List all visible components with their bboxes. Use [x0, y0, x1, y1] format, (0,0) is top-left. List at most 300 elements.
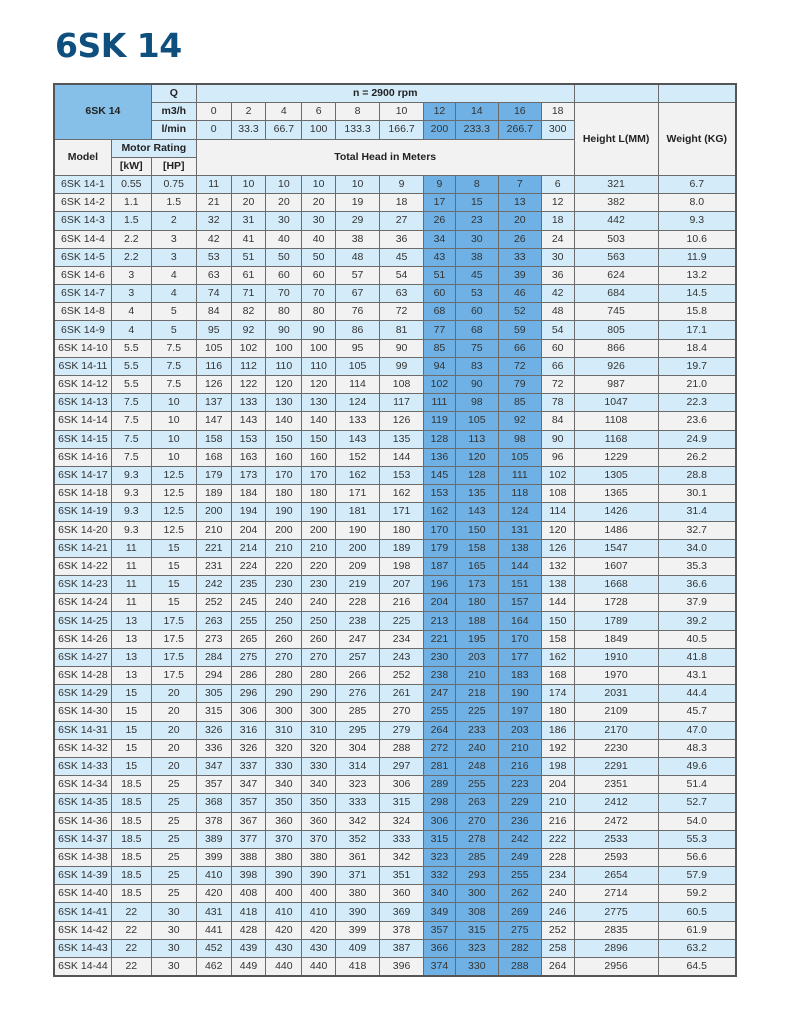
head-cell: 94	[424, 357, 456, 375]
head-cell: 262	[498, 885, 541, 903]
head-cell: 140	[266, 412, 302, 430]
head-cell: 9	[380, 175, 424, 193]
flow-lmin-cell: 200	[424, 121, 456, 139]
head-cell: 13	[498, 194, 541, 212]
kw-cell: 15	[111, 757, 151, 775]
kw-cell: 18.5	[111, 812, 151, 830]
head-cell: 68	[455, 321, 498, 339]
head-cell: 418	[336, 958, 380, 977]
head-cell: 323	[336, 776, 380, 794]
table-row	[54, 303, 736, 321]
kw-cell: 18.5	[111, 867, 151, 885]
head-cell: 360	[266, 812, 302, 830]
head-cell: 326	[196, 721, 231, 739]
kw-cell: 18.5	[111, 776, 151, 794]
head-cell: 300	[266, 703, 302, 721]
head-cell: 234	[380, 630, 424, 648]
head-cell: 213	[424, 612, 456, 630]
head-cell: 210	[266, 539, 302, 557]
hp-cell: 3	[151, 230, 196, 248]
model-cell: 6SK 14-30	[54, 703, 111, 721]
kw-cell: 18.5	[111, 830, 151, 848]
head-cell: 288	[380, 739, 424, 757]
table-row	[54, 175, 736, 193]
head-cell: 151	[498, 576, 541, 594]
head-cell: 70	[302, 285, 336, 303]
head-cell: 200	[196, 503, 231, 521]
head-cell: 150	[541, 612, 574, 630]
head-cell: 126	[196, 376, 231, 394]
head-cell: 342	[336, 812, 380, 830]
model-cell: 6SK 14-31	[54, 721, 111, 739]
head-cell: 29	[336, 212, 380, 230]
head-cell: 210	[498, 739, 541, 757]
kw-cell: 2.2	[111, 230, 151, 248]
head-cell: 275	[498, 921, 541, 939]
head-cell: 143	[455, 503, 498, 521]
height-cell: 442	[574, 212, 658, 230]
kw-cell: 9.3	[111, 466, 151, 484]
model-cell: 6SK 14-41	[54, 903, 111, 921]
head-cell: 207	[380, 576, 424, 594]
head-cell: 371	[336, 867, 380, 885]
table-row	[54, 430, 736, 448]
head-cell: 160	[266, 448, 302, 466]
head-cell: 71	[231, 285, 266, 303]
head-cell: 410	[196, 867, 231, 885]
head-cell: 198	[380, 557, 424, 575]
head-cell: 370	[302, 830, 336, 848]
table-row	[54, 230, 736, 248]
model-cell: 6SK 14-26	[54, 630, 111, 648]
height-cell: 2170	[574, 721, 658, 739]
height-cell: 2472	[574, 812, 658, 830]
head-cell: 23	[455, 212, 498, 230]
head-cell: 430	[266, 939, 302, 957]
head-cell: 351	[380, 867, 424, 885]
model-cell: 6SK 14-10	[54, 339, 111, 357]
model-cell: 6SK 14-21	[54, 539, 111, 557]
hp-cell: 25	[151, 794, 196, 812]
head-cell: 181	[336, 503, 380, 521]
hp-cell: 17.5	[151, 648, 196, 666]
height-cell: 684	[574, 285, 658, 303]
head-cell: 357	[196, 776, 231, 794]
head-cell: 98	[455, 394, 498, 412]
head-cell: 60	[424, 285, 456, 303]
head-cell: 144	[498, 557, 541, 575]
height-cell: 1668	[574, 576, 658, 594]
head-cell: 72	[498, 357, 541, 375]
height-cell: 1849	[574, 630, 658, 648]
head-cell: 296	[231, 685, 266, 703]
head-cell: 52	[498, 303, 541, 321]
hp-cell: 15	[151, 576, 196, 594]
kw-cell: 13	[111, 667, 151, 685]
head-cell: 270	[380, 703, 424, 721]
head-cell: 216	[380, 594, 424, 612]
head-cell: 45	[455, 266, 498, 284]
head-cell: 324	[380, 812, 424, 830]
head-cell: 82	[231, 303, 266, 321]
head-cell: 40	[266, 230, 302, 248]
hp-cell: 12.5	[151, 521, 196, 539]
head-cell: 90	[302, 321, 336, 339]
head-cell: 263	[196, 612, 231, 630]
weight-cell: 44.4	[658, 685, 736, 703]
head-cell: 124	[336, 394, 380, 412]
kw-cell: 9.3	[111, 521, 151, 539]
head-cell: 294	[196, 667, 231, 685]
head-cell: 18	[380, 194, 424, 212]
head-cell: 168	[196, 448, 231, 466]
head-cell: 11	[196, 175, 231, 193]
head-cell: 180	[455, 594, 498, 612]
weight-cell: 61.9	[658, 921, 736, 939]
hp-cell: 7.5	[151, 376, 196, 394]
head-cell: 352	[336, 830, 380, 848]
weight-cell: 22.3	[658, 394, 736, 412]
head-cell: 72	[380, 303, 424, 321]
head-cell: 418	[231, 903, 266, 921]
head-cell: 31	[231, 212, 266, 230]
head-cell: 340	[424, 885, 456, 903]
head-cell: 285	[455, 848, 498, 866]
head-cell: 380	[336, 885, 380, 903]
head-cell: 250	[266, 612, 302, 630]
head-cell: 138	[541, 576, 574, 594]
head-cell: 305	[196, 685, 231, 703]
head-cell: 216	[541, 812, 574, 830]
table-row	[54, 757, 736, 775]
head-cell: 72	[541, 376, 574, 394]
hp-cell: 20	[151, 721, 196, 739]
head-cell: 340	[266, 776, 302, 794]
model-cell: 6SK 14-11	[54, 357, 111, 375]
table-row	[54, 394, 736, 412]
table-row	[54, 667, 736, 685]
height-cell: 503	[574, 230, 658, 248]
height-cell: 1910	[574, 648, 658, 666]
head-cell: 70	[266, 285, 302, 303]
head-cell: 114	[336, 376, 380, 394]
head-cell: 59	[498, 321, 541, 339]
head-cell: 81	[380, 321, 424, 339]
head-cell: 20	[498, 212, 541, 230]
head-cell: 257	[336, 648, 380, 666]
height-cell: 1426	[574, 503, 658, 521]
kw-cell: 5.5	[111, 357, 151, 375]
weight-cell: 41.8	[658, 648, 736, 666]
head-cell: 400	[266, 885, 302, 903]
height-cell: 866	[574, 339, 658, 357]
height-cell: 2291	[574, 757, 658, 775]
head-cell: 111	[424, 394, 456, 412]
head-cell: 308	[455, 903, 498, 921]
head-cell: 135	[380, 430, 424, 448]
head-cell: 194	[231, 503, 266, 521]
head-cell: 170	[302, 466, 336, 484]
hp-cell: 25	[151, 885, 196, 903]
head-cell: 225	[455, 703, 498, 721]
height-cell: 1547	[574, 539, 658, 557]
table-row	[54, 412, 736, 430]
weight-cell: 21.0	[658, 376, 736, 394]
head-cell: 162	[380, 485, 424, 503]
head-cell: 255	[231, 612, 266, 630]
height-cell: 2031	[574, 685, 658, 703]
head-cell: 310	[302, 721, 336, 739]
height-cell: 2654	[574, 867, 658, 885]
lmin-label: l/min	[151, 121, 196, 139]
head-cell: 279	[380, 721, 424, 739]
kw-cell: 22	[111, 958, 151, 977]
head-cell: 60	[541, 339, 574, 357]
head-cell: 60	[455, 303, 498, 321]
head-cell: 410	[266, 903, 302, 921]
kw-cell: 15	[111, 721, 151, 739]
head-cell: 258	[541, 939, 574, 957]
head-cell: 409	[336, 939, 380, 957]
head-cell: 67	[336, 285, 380, 303]
model-cell: 6SK 14-23	[54, 576, 111, 594]
head-cell: 79	[498, 376, 541, 394]
head-cell: 120	[266, 376, 302, 394]
weight-cell: 28.8	[658, 466, 736, 484]
head-cell: 132	[541, 557, 574, 575]
kw-cell: 4	[111, 303, 151, 321]
height-cell: 2230	[574, 739, 658, 757]
flow-lmin-cell: 66.7	[266, 121, 302, 139]
head-cell: 33	[498, 248, 541, 266]
hp-cell: 25	[151, 830, 196, 848]
height-cell: 2533	[574, 830, 658, 848]
head-cell: 10	[302, 175, 336, 193]
flow-lmin-cell: 166.7	[380, 121, 424, 139]
head-cell: 90	[541, 430, 574, 448]
head-cell: 323	[455, 939, 498, 957]
head-cell: 32	[196, 212, 231, 230]
head-cell: 48	[336, 248, 380, 266]
head-cell: 265	[231, 630, 266, 648]
head-cell: 42	[196, 230, 231, 248]
head-cell: 45	[380, 248, 424, 266]
head-cell: 105	[196, 339, 231, 357]
head-cell: 266	[336, 667, 380, 685]
head-cell: 130	[302, 394, 336, 412]
flow-m3h-cell: 18	[541, 103, 574, 121]
head-cell: 190	[498, 685, 541, 703]
height-cell: 987	[574, 376, 658, 394]
height-cell: 624	[574, 266, 658, 284]
head-cell: 144	[380, 448, 424, 466]
weight-cell: 13.2	[658, 266, 736, 284]
head-cell: 15	[455, 194, 498, 212]
flow-m3h-cell: 2	[231, 103, 266, 121]
height-cell: 2775	[574, 903, 658, 921]
head-cell: 260	[266, 630, 302, 648]
head-cell: 204	[231, 521, 266, 539]
head-cell: 80	[302, 303, 336, 321]
head-cell: 102	[541, 466, 574, 484]
model-cell: 6SK 14-6	[54, 266, 111, 284]
head-cell: 143	[336, 430, 380, 448]
flow-m3h-cell: 8	[336, 103, 380, 121]
head-cell: 390	[336, 903, 380, 921]
head-cell: 46	[498, 285, 541, 303]
head-cell: 374	[424, 958, 456, 977]
kw-cell: 7.5	[111, 430, 151, 448]
table-row	[54, 939, 736, 957]
head-cell: 24	[541, 230, 574, 248]
weight-cell: 60.5	[658, 903, 736, 921]
kw-cell: 11	[111, 557, 151, 575]
head-cell: 306	[231, 703, 266, 721]
head-cell: 102	[231, 339, 266, 357]
kw-cell: 9.3	[111, 503, 151, 521]
head-cell: 105	[336, 357, 380, 375]
head-cell: 10	[266, 175, 302, 193]
head-cell: 333	[336, 794, 380, 812]
table-row	[54, 867, 736, 885]
kw-header: [kW]	[111, 157, 151, 175]
hp-cell: 10	[151, 448, 196, 466]
height-cell: 2593	[574, 848, 658, 866]
model-cell: 6SK 14-25	[54, 612, 111, 630]
head-cell: 462	[196, 958, 231, 977]
head-cell: 245	[231, 594, 266, 612]
head-cell: 377	[231, 830, 266, 848]
head-cell: 40	[302, 230, 336, 248]
head-cell: 144	[541, 594, 574, 612]
weight-header: Weight (KG)	[658, 103, 736, 176]
weight-cell: 40.5	[658, 630, 736, 648]
head-cell: 160	[302, 448, 336, 466]
weight-cell: 9.3	[658, 212, 736, 230]
head-cell: 380	[266, 848, 302, 866]
head-cell: 284	[196, 648, 231, 666]
head-cell: 180	[541, 703, 574, 721]
weight-cell: 37.9	[658, 594, 736, 612]
table-row	[54, 576, 736, 594]
head-cell: 195	[455, 630, 498, 648]
head-cell: 290	[302, 685, 336, 703]
table-row	[54, 703, 736, 721]
head-cell: 378	[196, 812, 231, 830]
head-cell: 53	[196, 248, 231, 266]
flow-lmin-cell: 233.3	[455, 121, 498, 139]
kw-cell: 7.5	[111, 412, 151, 430]
kw-cell: 2.2	[111, 248, 151, 266]
hp-cell: 15	[151, 539, 196, 557]
model-cell: 6SK 14-4	[54, 230, 111, 248]
model-cell: 6SK 14-38	[54, 848, 111, 866]
head-cell: 92	[231, 321, 266, 339]
head-cell: 197	[498, 703, 541, 721]
head-cell: 180	[302, 485, 336, 503]
head-cell: 8	[455, 175, 498, 193]
head-cell: 420	[302, 921, 336, 939]
head-cell: 10	[231, 175, 266, 193]
head-cell: 38	[455, 248, 498, 266]
hp-cell: 25	[151, 867, 196, 885]
table-row	[54, 339, 736, 357]
flow-lmin-cell: 0	[196, 121, 231, 139]
head-cell: 189	[380, 539, 424, 557]
height-cell: 1486	[574, 521, 658, 539]
head-cell: 228	[336, 594, 380, 612]
head-cell: 162	[541, 648, 574, 666]
head-cell: 342	[380, 848, 424, 866]
head-cell: 108	[541, 485, 574, 503]
head-cell: 316	[231, 721, 266, 739]
head-cell: 84	[196, 303, 231, 321]
series-label: 6SK 14	[54, 84, 151, 139]
hp-cell: 20	[151, 685, 196, 703]
table-row	[54, 848, 736, 866]
head-cell: 63	[380, 285, 424, 303]
table-row	[54, 485, 736, 503]
head-cell: 50	[302, 248, 336, 266]
flow-m3h-cell: 14	[455, 103, 498, 121]
weight-cell: 18.4	[658, 339, 736, 357]
head-cell: 238	[336, 612, 380, 630]
head-cell: 54	[380, 266, 424, 284]
head-cell: 116	[196, 357, 231, 375]
head-cell: 173	[231, 466, 266, 484]
head-cell: 247	[424, 685, 456, 703]
head-cell: 41	[231, 230, 266, 248]
model-cell: 6SK 14-5	[54, 248, 111, 266]
head-cell: 387	[380, 939, 424, 957]
head-cell: 210	[196, 521, 231, 539]
hp-cell: 25	[151, 812, 196, 830]
head-cell: 315	[380, 794, 424, 812]
kw-cell: 13	[111, 648, 151, 666]
head-cell: 51	[424, 266, 456, 284]
head-cell: 111	[498, 466, 541, 484]
table-row	[54, 830, 736, 848]
head-cell: 30	[541, 248, 574, 266]
hp-cell: 15	[151, 557, 196, 575]
model-cell: 6SK 14-9	[54, 321, 111, 339]
head-cell: 242	[196, 576, 231, 594]
table-row	[54, 776, 736, 794]
hp-cell: 5	[151, 303, 196, 321]
head-cell: 96	[541, 448, 574, 466]
head-cell: 122	[231, 376, 266, 394]
weight-cell: 31.4	[658, 503, 736, 521]
head-cell: 112	[231, 357, 266, 375]
head-cell: 255	[455, 776, 498, 794]
head-cell: 100	[302, 339, 336, 357]
head-cell: 270	[455, 812, 498, 830]
head-cell: 314	[336, 757, 380, 775]
kw-cell: 11	[111, 576, 151, 594]
head-cell: 431	[196, 903, 231, 921]
head-cell: 234	[541, 867, 574, 885]
head-cell: 128	[424, 430, 456, 448]
head-cell: 171	[380, 503, 424, 521]
head-cell: 236	[498, 812, 541, 830]
flow-lmin-cell: 100	[302, 121, 336, 139]
height-cell: 1108	[574, 412, 658, 430]
head-cell: 180	[380, 521, 424, 539]
head-cell: 408	[231, 885, 266, 903]
head-cell: 85	[424, 339, 456, 357]
head-cell: 441	[196, 921, 231, 939]
head-cell: 53	[455, 285, 498, 303]
